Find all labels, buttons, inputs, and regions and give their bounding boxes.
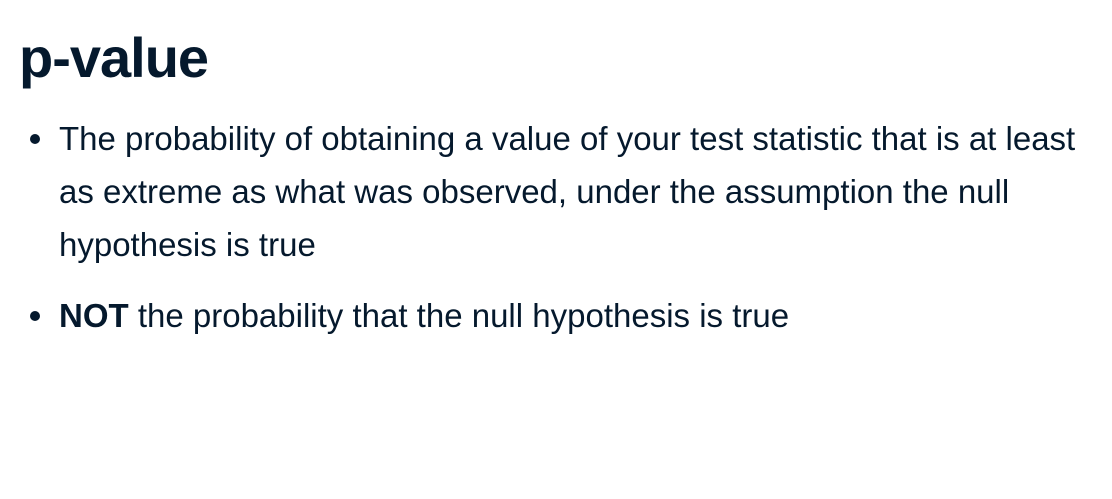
bullet-item bbox=[0, 289, 1112, 342]
bullet-item bbox=[0, 112, 1112, 271]
bullet-text: The probability of obtaining a value of your test statistic that is at least as extreme as what was observed, under the assumption the null hypothesis is true bbox=[59, 120, 1076, 263]
bullet-dot-icon bbox=[30, 311, 40, 321]
bullet-emphasis: NOT bbox=[59, 297, 129, 334]
bullet-list bbox=[0, 112, 1112, 342]
bullet-text: the probability that the null hypothesis is true bbox=[128, 297, 790, 334]
slide-title: p-value bbox=[19, 26, 209, 89]
bullet-dot-icon bbox=[30, 134, 40, 144]
